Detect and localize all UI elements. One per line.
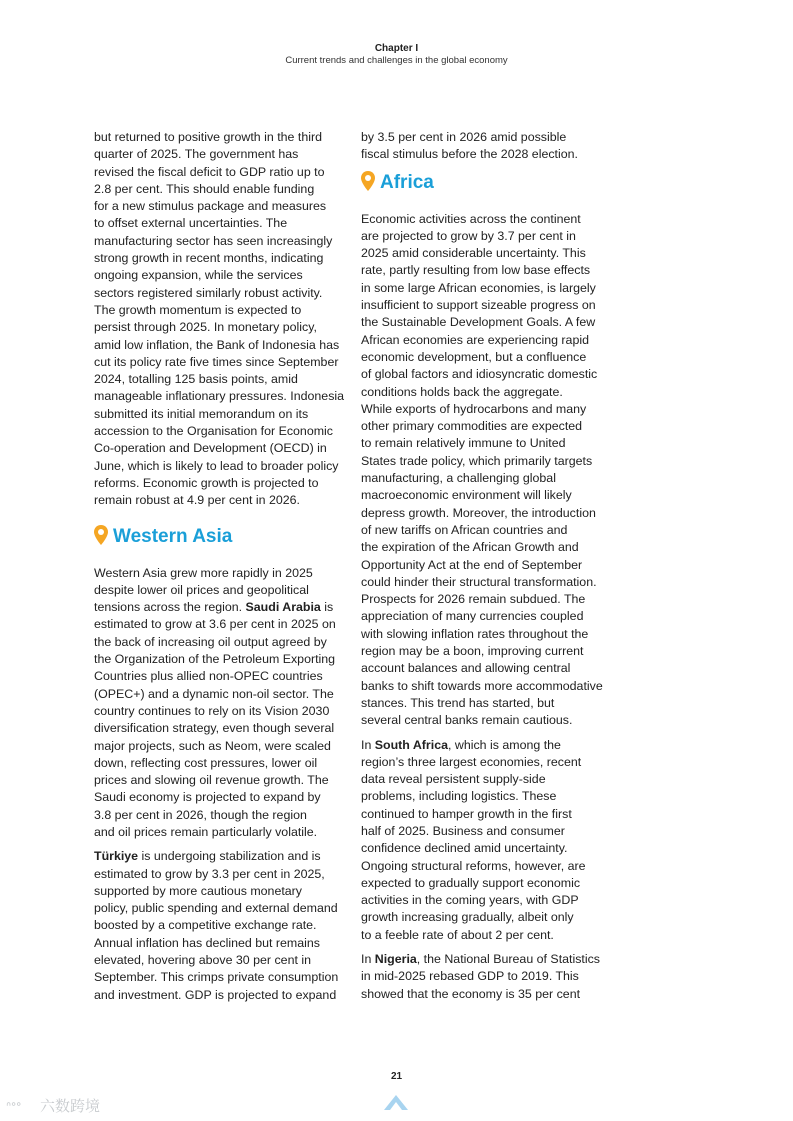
text-line: persist through 2025. In monetary policy, <box>94 320 317 335</box>
text-line: activities in the coming years, with GDP <box>361 893 579 908</box>
text-line: account balances and allowing central <box>361 661 571 676</box>
text-line: to offset external uncertainties. The <box>94 216 288 231</box>
text-line: depress growth. Moreover, the introduction <box>361 505 596 520</box>
text-line: the back of increasing oil output agreed by <box>94 634 327 649</box>
turkiye-paragraph <box>94 848 344 1004</box>
text-line: down, reflecting cost pressures, lower oil <box>94 755 318 770</box>
text-line: 2.8 per cent. This should enable funding <box>94 181 315 196</box>
text-line: reforms. Economic growth is projected to <box>94 475 319 490</box>
text-line: (OPEC+) and a dynamic non-oil sector. The <box>94 686 334 701</box>
text-line: fiscal stimulus before the 2028 election. <box>361 147 578 162</box>
text-line: data reveal persistent supply-side <box>361 772 546 787</box>
text-line: manageable inflationary pressures. Indonesia <box>94 389 345 404</box>
location-pin-icon <box>361 171 375 191</box>
text-line: Saudi economy is projected to expand by <box>94 790 321 805</box>
text-line: revised the fiscal deficit to GDP ratio up to <box>94 164 325 179</box>
text-line: continued to hamper growth in the first <box>361 806 572 821</box>
text-line: expected to gradually support economic <box>361 875 581 890</box>
text-line: growth increasing gradually, albeit only <box>361 910 574 925</box>
text-line: Opportunity Act at the end of September <box>361 557 583 572</box>
turkiye-continued-paragraph <box>361 129 611 164</box>
text-line: region may be a boon, improving current <box>361 644 584 659</box>
text-line <box>94 848 344 865</box>
text-line: by 3.5 per cent in 2026 amid possible <box>361 130 567 144</box>
paragraph-rest <box>361 754 611 944</box>
page-header <box>0 43 793 67</box>
text-line: several central banks remain cautious. <box>361 713 573 728</box>
text-line: other primary commodities are expected <box>361 419 583 434</box>
chapter-label: Chapter I <box>374 43 419 54</box>
text-line: 2024, totalling 125 basis points, amid <box>94 372 298 387</box>
text-line: supported by more cautious monetary <box>94 883 302 898</box>
section-heading-africa <box>361 171 611 195</box>
text-line: Annual inflation has declined but remains <box>94 935 320 950</box>
text-line: with slowing inflation rates throughout the <box>361 626 589 641</box>
country-nigeria: Nigeria <box>374 952 417 967</box>
text-line: Western Asia grew more rapidly in 2025 <box>94 565 313 580</box>
text-line: rate, partly resulting from low base effects <box>361 263 591 278</box>
text-line: showed that the economy is 35 per cent <box>361 986 581 1001</box>
text-line: major projects, such as Neom, were scaled <box>94 738 331 753</box>
text-span: In <box>361 737 375 752</box>
watermark-icon <box>6 1097 36 1115</box>
text-line: policy, public spending and external demand <box>94 901 338 916</box>
text-span: is undergoing stabilization and is <box>138 849 321 864</box>
south-africa-paragraph <box>361 737 611 945</box>
text-line: manufacturing, a challenging global <box>361 471 556 486</box>
text-line <box>94 599 344 616</box>
text-line: Countries plus allied non-OPEC countries <box>94 669 323 684</box>
paragraph-rest <box>94 616 344 841</box>
watermark-logo <box>6 1095 100 1116</box>
text-line: and oil prices remain particularly volatile. <box>94 824 318 839</box>
text-line: diversification strategy, even though several <box>94 721 335 736</box>
heading-africa: Africa <box>380 171 434 193</box>
text-line: for a new stimulus package and measures <box>94 199 327 214</box>
text-line: the expiration of the African Growth and <box>361 540 579 555</box>
text-line: confidence declined amid uncertainty. <box>361 841 568 856</box>
country-saudi-arabia: Saudi Arabia <box>245 600 321 615</box>
right-column <box>361 129 611 1010</box>
svg-text:ᐢᐤᐤ: ᐢᐤᐤ <box>6 1099 22 1115</box>
text-line: macroeconomic environment will likely <box>361 488 572 503</box>
text-span: , the National Bureau of Statistics <box>416 952 601 967</box>
text-line: are projected to grow by 3.7 per cent in <box>361 228 576 243</box>
text-line: estimated to grow at 3.6 per cent in 2025 on <box>94 617 336 632</box>
text-line: 3.8 per cent in 2026, though the region <box>94 807 307 822</box>
paragraph-rest <box>94 866 344 1004</box>
text-line: estimated to grow by 3.3 per cent in 2025, <box>94 866 325 881</box>
text-line: ongoing expansion, while the services <box>94 268 303 283</box>
text-line: Economic activities across the continent <box>361 211 581 226</box>
chapter-subtitle: Current trends and challenges in the global economy <box>285 55 508 66</box>
text-line: the Sustainable Development Goals. A few <box>361 315 596 330</box>
text-line: economic development, but a confluence <box>361 349 587 364</box>
text-span: is <box>320 600 334 615</box>
text-line: problems, including logistics. These <box>361 789 557 804</box>
section-heading-western-asia <box>94 525 344 549</box>
location-pin-icon <box>94 525 108 545</box>
text-line: Ongoing structural reforms, however, are <box>361 858 586 873</box>
text-line: remain robust at 4.9 per cent in 2026. <box>94 493 300 508</box>
text-line: Co-operation and Development (OECD) in <box>94 441 327 456</box>
text-span: In <box>361 952 375 967</box>
nigeria-paragraph <box>361 951 611 1003</box>
country-turkiye: Türkiye <box>94 849 139 864</box>
text-line: strong growth in recent months, indicating <box>94 251 324 266</box>
text-line: to a feeble rate of about 2 per cent. <box>361 927 554 942</box>
text-line: despite lower oil prices and geopolitical <box>94 582 309 597</box>
text-line: June, which is likely to lead to broader policy <box>94 458 339 473</box>
saudi-arabia-paragraph <box>94 565 344 842</box>
text-line: elevated, hovering above 30 per cent in <box>94 953 311 968</box>
text-line: country continues to rely on its Vision 2030 <box>94 703 330 718</box>
text-span: , which is among the <box>447 737 561 752</box>
text-line: amid low inflation, the Bank of Indonesia has <box>94 337 340 352</box>
text-line: conditions holds back the aggregate. <box>361 384 563 399</box>
text-line: sectors registered similarly robust activity. <box>94 285 323 300</box>
text-line: appreciation of many currencies coupled <box>361 609 584 624</box>
text-line: of global factors and idiosyncratic domestic <box>361 367 598 382</box>
watermark-text: 六数跨境 <box>40 1097 101 1115</box>
text-line: boosted by a competitive exchange rate. <box>94 918 317 933</box>
text-line: banks to shift towards more accommodative <box>361 678 603 693</box>
text-line: in mid-2025 rebased GDP to 2019. This <box>361 969 579 984</box>
text-line: African economies are experiencing rapid <box>361 332 589 347</box>
text-line: prices and slowing oil revenue growth. The <box>94 773 329 788</box>
text-line: could hinder their structural transformation. <box>361 574 597 589</box>
text-line: but returned to positive growth in the third <box>94 130 322 144</box>
text-line <box>361 951 611 968</box>
text-span: tensions across the region. <box>94 600 246 615</box>
heading-western-asia: Western Asia <box>113 525 233 547</box>
country-south-africa: South Africa <box>374 737 448 752</box>
text-line: accession to the Organisation for Economic <box>94 424 333 439</box>
text-line: manufacturing sector has seen increasingly <box>94 233 333 248</box>
text-line: in some large African economies, is largely <box>361 280 596 295</box>
text-line: and investment. GDP is projected to expand <box>94 987 337 1002</box>
page-number: 21 <box>390 1071 403 1082</box>
text-line: of new tariffs on African countries and <box>361 522 568 537</box>
text-line <box>361 737 611 754</box>
text-line: 2025 amid considerable uncertainty. This <box>361 246 586 261</box>
text-line: While exports of hydrocarbons and many <box>361 401 587 416</box>
text-line: half of 2025. Business and consumer <box>361 823 565 838</box>
text-line: region’s three largest economies, recent <box>361 754 582 769</box>
text-line: stances. This trend has started, but <box>361 695 555 710</box>
text-line: States trade policy, which primarily targets <box>361 453 593 468</box>
text-line: cut its policy rate five times since September <box>94 354 339 369</box>
text-line: to remain relatively immune to United <box>361 436 566 451</box>
chevron-up-icon[interactable] <box>382 1090 410 1114</box>
text-line: the Organization of the Petroleum Exporting <box>94 652 336 667</box>
text-line: Prospects for 2026 remain subdued. The <box>361 592 586 607</box>
text-line: submitted its initial memorandum on its <box>94 406 309 421</box>
text-line: quarter of 2025. The government has <box>94 147 299 162</box>
text-line: insufficient to support sizeable progress on <box>361 298 596 313</box>
africa-overview-paragraph <box>361 211 611 730</box>
text-line: The growth momentum is expected to <box>94 302 302 317</box>
indonesia-paragraph <box>94 129 344 510</box>
left-column <box>94 129 344 1011</box>
text-line: September. This crimps private consumption <box>94 970 339 985</box>
paragraph-rest <box>361 968 611 1003</box>
